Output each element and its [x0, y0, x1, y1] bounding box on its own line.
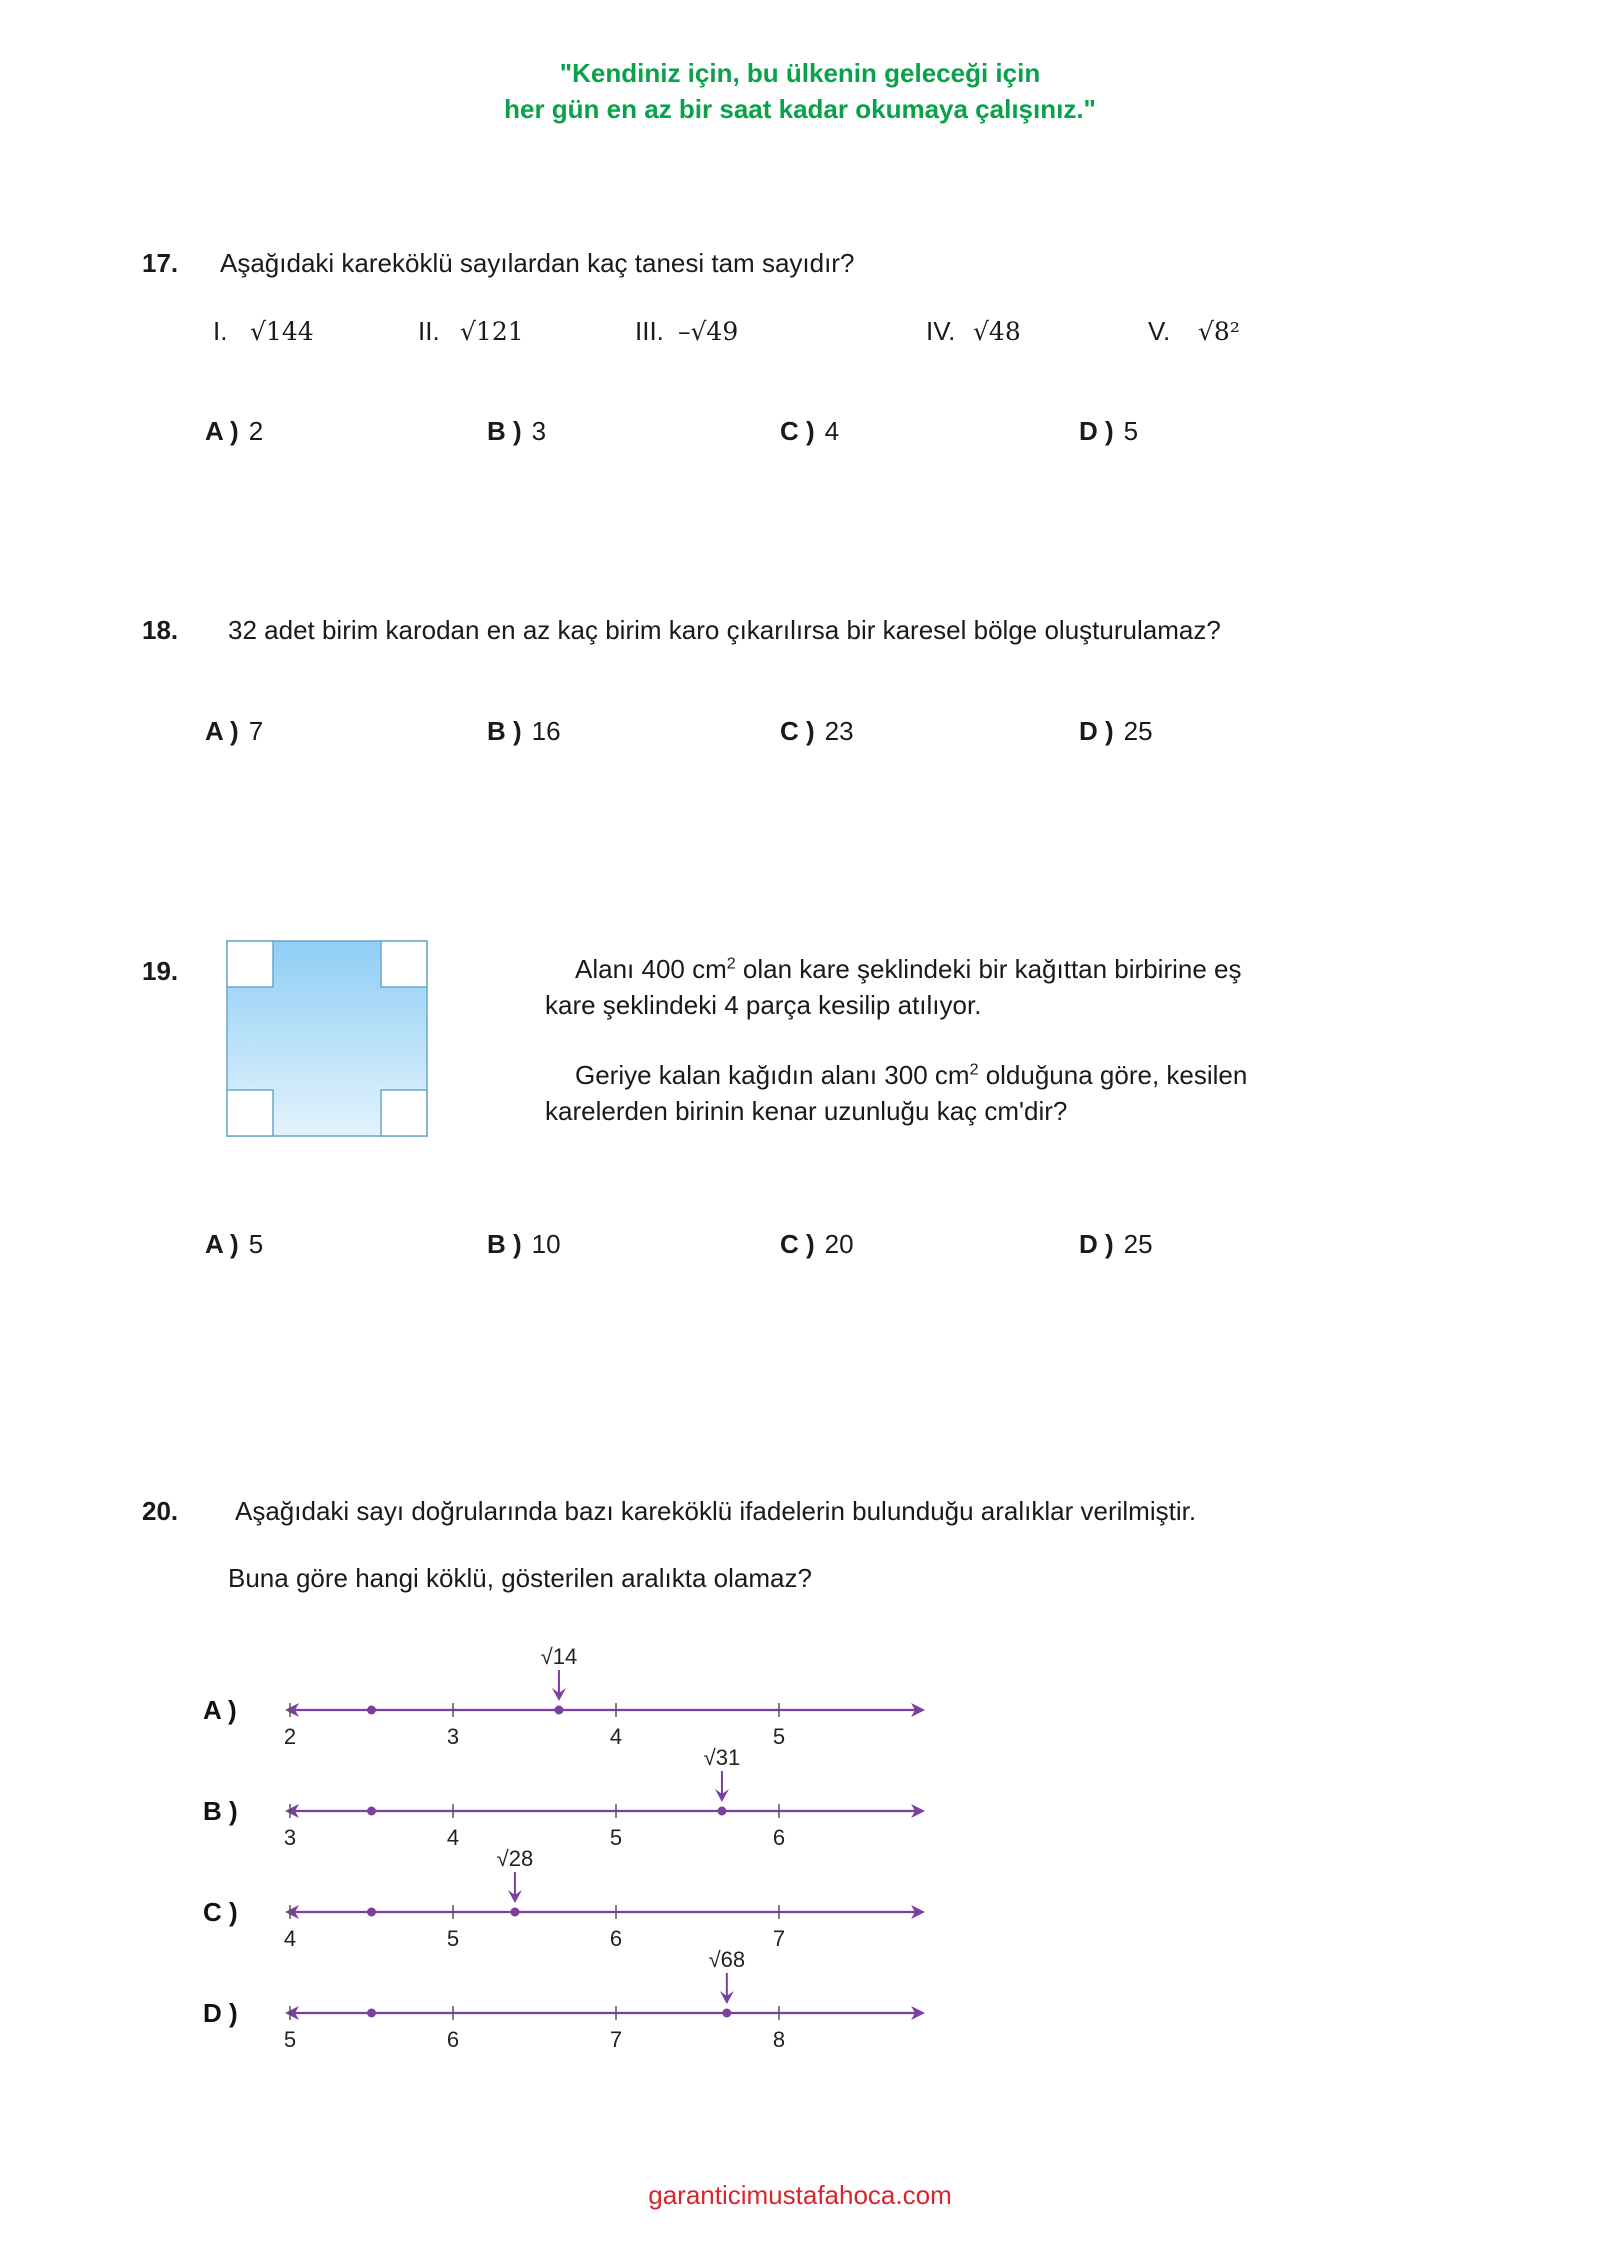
option-label: D ): [1079, 416, 1114, 446]
tick-label: 3: [283, 1825, 297, 1850]
root-label: √31: [703, 1745, 741, 1770]
tick-label: 6: [446, 2027, 460, 2052]
tick-label: 5: [283, 2027, 297, 2052]
q19-number: 19.: [142, 956, 179, 986]
midpoint-dot: [367, 1908, 376, 1917]
q19-p1-part-c: kare şeklindeki 4 parça kesilip atılıyor.: [545, 990, 982, 1020]
q17-option-d[interactable]: [1079, 416, 1138, 447]
option-value: 25: [1123, 716, 1153, 746]
option-value: 5: [1123, 416, 1139, 446]
tick-label: 4: [609, 1724, 623, 1749]
q19-p1-part-a: Alanı 400 cm: [575, 954, 727, 984]
tick-label: 5: [609, 1825, 623, 1850]
q19-option-d[interactable]: [1079, 1229, 1153, 1260]
option-label: D ): [1079, 1229, 1114, 1259]
root-label: √28: [496, 1846, 534, 1871]
option-value: 10: [531, 1229, 561, 1259]
q17-option-c[interactable]: [780, 416, 839, 447]
q19-p1-superscript: 2: [726, 955, 736, 973]
tick-label: 5: [446, 1926, 460, 1951]
motto-line-2: her gün en az bir saat kadar okumaya çalışınız.": [504, 94, 1096, 124]
q17-item-5-roman: V.: [1148, 316, 1171, 346]
root-point-dot: [554, 1706, 563, 1715]
option-label: A ): [205, 1229, 239, 1259]
q17-text: Aşağıdaki kareköklü sayılardan kaç tanesi tam sayıdır?: [220, 248, 855, 278]
number-line-label: D ): [203, 1998, 238, 2028]
option-value: 7: [248, 716, 264, 746]
tick-label: 7: [609, 2027, 623, 2052]
option-value: 2: [248, 416, 264, 446]
q19-p2-part-a: Geriye kalan kağıdın alanı 300 cm: [575, 1060, 970, 1090]
q19-paragraph-1: [545, 951, 1305, 1023]
tick-label: 6: [609, 1926, 623, 1951]
midpoint-dot: [367, 1706, 376, 1715]
q19-paragraph-2: [545, 1057, 1305, 1129]
q19-figure: [226, 940, 430, 1140]
tick-label: 3: [446, 1724, 460, 1749]
option-value: 4: [824, 416, 840, 446]
q17-item-1-roman: I.: [213, 316, 228, 346]
tick-label: 4: [283, 1926, 297, 1951]
q19-p1-part-b: olan kare şeklindeki bir kağıttan birbirine eş: [735, 954, 1242, 984]
q17-item-5-expr: √8²: [1198, 317, 1240, 346]
cut-corner-top-left: [227, 941, 273, 987]
option-label: B ): [487, 1229, 522, 1259]
q18-option-a[interactable]: [205, 716, 263, 747]
q18-number: 18.: [142, 615, 179, 645]
q20-text-2: Buna göre hangi köklü, gösterilen aralıkta olamaz?: [228, 1563, 812, 1593]
midpoint-dot: [367, 2009, 376, 2018]
q20-number-lines: [0, 1600, 1000, 2060]
tick-label: 6: [772, 1825, 786, 1850]
q17-option-b[interactable]: [487, 416, 546, 447]
q19-p2-part-b: olduğuna göre, kesilen: [978, 1060, 1248, 1090]
cut-corner-top-right: [381, 941, 427, 987]
q17-item-2-roman: II.: [418, 316, 440, 346]
number-line-label: C ): [203, 1897, 238, 1927]
option-label: D ): [1079, 716, 1114, 746]
q19-p2-superscript: 2: [969, 1061, 979, 1079]
option-label: A ): [205, 416, 239, 446]
option-label: C ): [780, 1229, 815, 1259]
option-label: B ): [487, 416, 522, 446]
tick-label: 8: [772, 2027, 786, 2052]
q19-option-c[interactable]: [780, 1229, 854, 1260]
q18-text: 32 adet birim karodan en az kaç birim karo çıkarılırsa bir karesel bölge oluşturulamaz?: [228, 615, 1221, 645]
q18-option-d[interactable]: [1079, 716, 1153, 747]
motto-line-1: "Kendiniz için, bu ülkenin geleceği için: [559, 58, 1041, 88]
number-line-label: A ): [203, 1695, 237, 1725]
midpoint-dot: [367, 1807, 376, 1816]
q19-option-a[interactable]: [205, 1229, 263, 1260]
q17-item-1-expr: √144: [250, 317, 314, 346]
root-point-dot: [717, 1807, 726, 1816]
option-label: C ): [780, 716, 815, 746]
q17-item-2-expr: √121: [460, 317, 524, 346]
q20-number: 20.: [142, 1496, 179, 1526]
option-label: A ): [205, 716, 239, 746]
option-label: C ): [780, 416, 815, 446]
option-value: 25: [1123, 1229, 1153, 1259]
tick-label: 4: [446, 1825, 460, 1850]
tick-label: 7: [772, 1926, 786, 1951]
option-value: 20: [824, 1229, 854, 1259]
cut-corner-bottom-left: [227, 1090, 273, 1136]
q17-option-a[interactable]: [205, 416, 263, 447]
number-line-label: B ): [203, 1796, 238, 1826]
q17-item-3-roman: III.: [635, 316, 664, 346]
q17-item-4-expr: √48: [973, 317, 1021, 346]
root-point-dot: [722, 2009, 731, 2018]
q18-option-c[interactable]: [780, 716, 854, 747]
motto: [0, 55, 1600, 127]
option-value: 5: [248, 1229, 264, 1259]
root-label: √14: [540, 1644, 578, 1669]
option-value: 16: [531, 716, 561, 746]
footer-site[interactable]: garanticimustafahoca.com: [648, 2180, 952, 2210]
option-label: B ): [487, 716, 522, 746]
tick-label: 5: [772, 1724, 786, 1749]
cut-corner-bottom-right: [381, 1090, 427, 1136]
q20-text-1: Aşağıdaki sayı doğrularında bazı kareköklü ifadelerin bulunduğu aralıklar verilmiştir.: [235, 1496, 1197, 1526]
option-value: 23: [824, 716, 854, 746]
root-point-dot: [510, 1908, 519, 1917]
tick-label: 2: [283, 1724, 297, 1749]
q17-item-4-roman: IV.: [926, 316, 956, 346]
option-value: 3: [531, 416, 547, 446]
q17-number: 17.: [142, 248, 179, 278]
root-label: √68: [708, 1947, 746, 1972]
q19-option-b[interactable]: [487, 1229, 561, 1260]
q17-item-3-expr: –√49: [678, 317, 739, 346]
q19-p2-part-c: karelerden birinin kenar uzunluğu kaç cm'dir?: [545, 1096, 1068, 1126]
q18-option-b[interactable]: [487, 716, 561, 747]
